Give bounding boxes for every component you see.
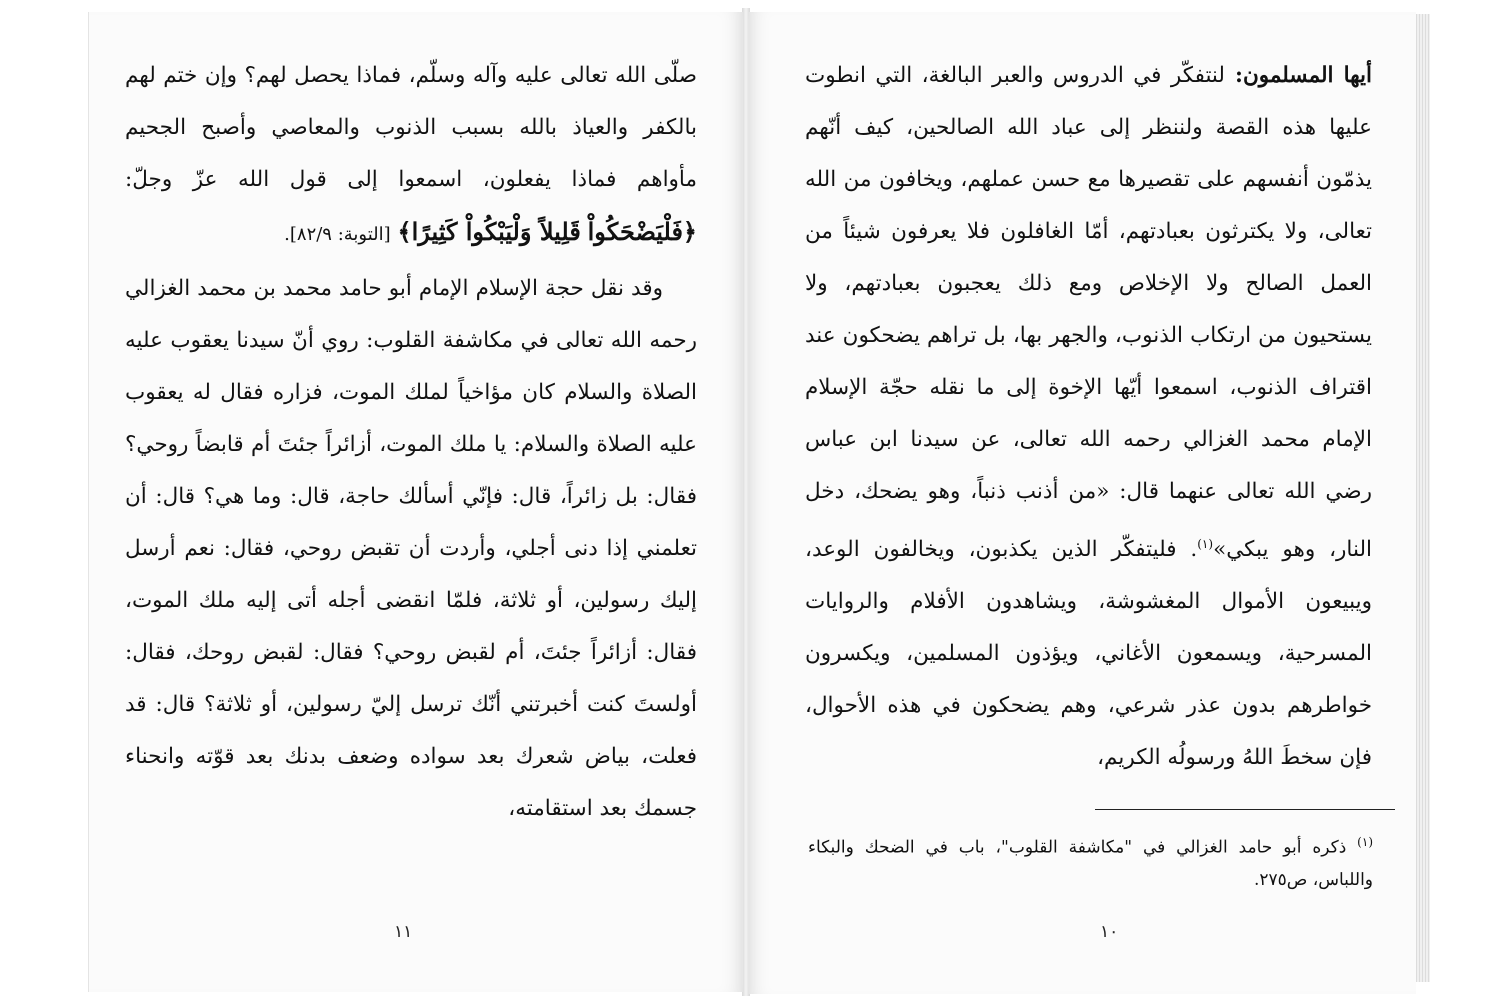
- quran-reference: [التوبة: ٨٢/٩].: [284, 224, 391, 245]
- footnote-marker: (١): [1357, 835, 1373, 849]
- right-paragraph-1-body: لنتفكّر في الدروس والعبر البالغة، التي انطوت عليها هذه القصة ولننظر إلى عباد الله الصالحين، كيف أنّهم يذمّون أنفسهم على تقصيرها مع حسن عملهم، ويخافون من الله تعالى، ولا يكترثون بعبادتهم، أمّا الغافلون فلا يعرفون شيئاً من العمل الصالح ولا الإخلاص ومع ذلك يعجبون بعبادتهم، ولا يستحيون من ارتكاب الذنوب، والجهر بها، بل تراهم يضحكون عند اقتراف الذنوب، اسمعوا أيّها الإخوة إلى ما نقله حجّة الإسلام الإمام محمد الغزالي رحمه الله تعالى، عن سيدنا ابن عباس رضي الله تعالى عنهما قال: «من أذنب ذنباً، وهو يضحك، دخل النار، وهو يبكي»: [805, 63, 1372, 563]
- page-number-left: ١١: [394, 922, 413, 942]
- left-line-1: صلّى الله تعالى عليه وآله وسلّم، فماذا يحصل لهم؟ وإن ختم: [163, 63, 697, 88]
- right-paragraph-1-end: . فليتفكّر الذين يكذبون، ويخالفون الوعد، ويبيعون الأموال المغشوشة، ويشاهدون الأفلام والروايات المسرحية، ويسمعون الأغاني، ويؤذون المسلمين، ويكسرون خواطرهم بدون عذر شرعي، وهم يضحكون في هذه الأحوال، فإن سخطَ اللهُ ورسولُه الكريم،: [805, 537, 1372, 771]
- quran-verse-part-1: ﴿فَلْيَضْحَكُواْ: [587, 217, 697, 246]
- footnote-text: ذكره أبو حامد الغزالي في "مكاشفة القلوب"، باب في الضحك والبكاء واللباس، ص٢٧٥.: [808, 837, 1373, 890]
- left-paragraph-2: وقد نقل حجة الإسلام الإمام أبو حامد محمد بن محمد الغزالي رحمه الله تعالى في مكاشفة القلوب: روي أنّ سيدنا يعقوب عليه الصلاة والسلام كان مؤاخياً لملك الموت، فزاره فقال له يعقوب عليه الصلاة والسلام: يا ملك الموت، أزائراً جئتَ أم قابضاً روحي؟ فقال: بل زائراً، قال: فإنّي أسألك حاجة، قال: وما هي؟ قال: أن تعلمني إذا دنى أجلي، وأردت أن تقبض روحي، فقال: نعم أرسل إليك رسولين، أو ثلاثة، فلمّا انقضى أجله أتى إليه ملك الموت، فقال: أزائراً جئتَ، أم لقبض روحي؟ فقال: لقبض روحك، فقال: أولستَ كنت أخبرتني أنّك ترسل إليّ رسولين، أو ثلاثة؟ قال: قد فعلت، بياض شعرك بعد سواده وضعف بدنك بعد قوّته وانحناء جسمك بعد استقامته،: [125, 276, 697, 821]
- right-page-text: [805, 50, 1372, 784]
- left-paragraph-1: [125, 50, 697, 261]
- right-paragraph-1: [805, 50, 1372, 784]
- footnote-reference: (١): [1197, 537, 1214, 551]
- footnote-divider: [1095, 809, 1395, 810]
- lead-heading: أيها المسلمون:: [1224, 63, 1372, 88]
- quran-verse-part-2: قَلِيلاً وَلْيَبْكُواْ كَثِيرًا﴾: [397, 217, 581, 246]
- page-number-right: ١٠: [1100, 922, 1119, 942]
- footnote: [808, 826, 1373, 896]
- left-line-2: لهم بالكفر والعياذ بالله بسبب الذنوب والمعاصي وأصبح الجحيم: [125, 63, 697, 140]
- left-line-3: مأواهم فماذا يفعلون، اسمعوا إلى قول الله عزّ وجلّ:: [125, 167, 697, 192]
- page-edges: [1414, 14, 1430, 982]
- left-page-text: [125, 50, 697, 835]
